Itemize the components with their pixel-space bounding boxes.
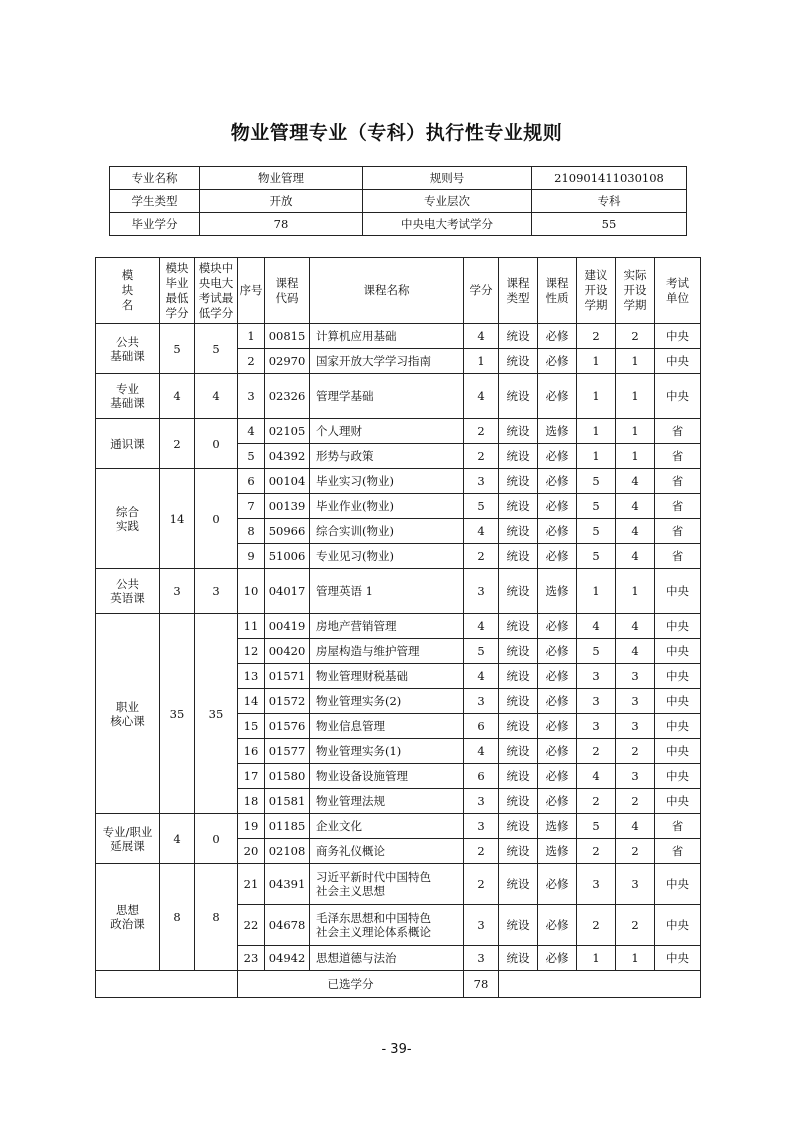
course-exam-unit: 中央 [655,349,701,374]
course-suggested-term: 2 [577,324,616,349]
course-suggested-term: 5 [577,494,616,519]
course-name: 物业管理法规 [310,789,464,814]
course-name: 综合实训(物业) [310,519,464,544]
course-code: 02970 [265,349,310,374]
course-code: 01576 [265,714,310,739]
info-label: 中央电大考试学分 [363,213,532,236]
course-exam-unit: 中央 [655,714,701,739]
course-type: 统设 [499,444,538,469]
course-exam-unit: 中央 [655,864,701,905]
table-row [96,614,701,639]
course-exam-unit: 中央 [655,374,701,419]
header-module-central-min: 模块中 央电大 考试最 低学分 [195,258,238,324]
course-seq: 13 [238,664,265,689]
course-credit: 3 [464,689,499,714]
course-actual-term: 3 [616,714,655,739]
course-exam-unit: 中央 [655,324,701,349]
course-suggested-term: 4 [577,764,616,789]
course-nature: 必修 [538,519,577,544]
course-credit: 1 [464,349,499,374]
course-type: 统设 [499,469,538,494]
course-nature: 选修 [538,839,577,864]
course-suggested-term: 1 [577,349,616,374]
course-exam-unit: 中央 [655,569,701,614]
course-type: 统设 [499,614,538,639]
module-central-min-credits: 3 [195,569,238,614]
info-value: 开放 [200,190,363,213]
module-name: 综合 实践 [96,469,160,569]
course-actual-term: 1 [616,419,655,444]
course-suggested-term: 5 [577,519,616,544]
course-suggested-term: 5 [577,814,616,839]
course-actual-term: 4 [616,639,655,664]
course-credit: 6 [464,714,499,739]
table-header-row [96,258,701,324]
table-row [96,864,701,905]
course-seq: 23 [238,946,265,971]
course-seq: 6 [238,469,265,494]
table-row [96,374,701,419]
module-min-credits: 8 [160,864,195,971]
course-seq: 17 [238,764,265,789]
course-seq: 20 [238,839,265,864]
course-credit: 2 [464,419,499,444]
course-nature: 选修 [538,569,577,614]
total-label: 已选学分 [238,971,464,998]
course-credit: 4 [464,614,499,639]
course-nature: 必修 [538,639,577,664]
course-code: 04391 [265,864,310,905]
module-central-min-credits: 0 [195,419,238,469]
header-exam-unit: 考试 单位 [655,258,701,324]
course-actual-term: 4 [616,544,655,569]
course-credit: 4 [464,374,499,419]
course-name: 个人理财 [310,419,464,444]
course-seq: 19 [238,814,265,839]
course-type: 统设 [499,494,538,519]
header-actual: 实际 开设 学期 [616,258,655,324]
info-label: 专业层次 [363,190,532,213]
course-code: 04392 [265,444,310,469]
module-name: 专业/职业 延展课 [96,814,160,864]
course-suggested-term: 1 [577,569,616,614]
course-exam-unit: 中央 [655,905,701,946]
module-min-credits: 14 [160,469,195,569]
course-name: 企业文化 [310,814,464,839]
course-actual-term: 3 [616,664,655,689]
module-name: 通识课 [96,419,160,469]
course-credit: 2 [464,864,499,905]
course-code: 04017 [265,569,310,614]
course-credit: 2 [464,444,499,469]
info-label: 规则号 [363,167,532,190]
course-actual-term: 2 [616,739,655,764]
course-exam-unit: 省 [655,839,701,864]
course-actual-term: 3 [616,689,655,714]
course-seq: 21 [238,864,265,905]
course-actual-term: 3 [616,864,655,905]
course-actual-term: 1 [616,349,655,374]
course-seq: 12 [238,639,265,664]
course-nature: 必修 [538,324,577,349]
info-value: 78 [200,213,363,236]
course-suggested-term: 1 [577,444,616,469]
course-type: 统设 [499,946,538,971]
course-code: 00139 [265,494,310,519]
course-code: 00420 [265,639,310,664]
table-row [96,324,701,349]
header-code: 课程 代码 [265,258,310,324]
course-name: 物业信息管理 [310,714,464,739]
course-suggested-term: 2 [577,739,616,764]
info-label: 学生类型 [110,190,200,213]
course-plan-table [95,257,701,998]
course-actual-term: 3 [616,764,655,789]
course-seq: 7 [238,494,265,519]
course-name: 房屋构造与维护管理 [310,639,464,664]
course-nature: 必修 [538,864,577,905]
course-actual-term: 4 [616,469,655,494]
course-nature: 必修 [538,764,577,789]
course-suggested-term: 5 [577,544,616,569]
course-code: 02108 [265,839,310,864]
course-type: 统设 [499,349,538,374]
course-actual-term: 4 [616,519,655,544]
module-min-credits: 35 [160,614,195,814]
course-exam-unit: 中央 [655,764,701,789]
course-exam-unit: 省 [655,814,701,839]
course-credit: 4 [464,519,499,544]
course-seq: 11 [238,614,265,639]
course-seq: 1 [238,324,265,349]
course-actual-term: 4 [616,494,655,519]
course-code: 04942 [265,946,310,971]
course-nature: 必修 [538,469,577,494]
course-nature: 必修 [538,664,577,689]
header-suggested: 建议 开设 学期 [577,258,616,324]
header-seq: 序号 [238,258,265,324]
course-credit: 3 [464,814,499,839]
course-name: 物业管理实务(1) [310,739,464,764]
course-suggested-term: 5 [577,639,616,664]
course-code: 00419 [265,614,310,639]
course-actual-term: 2 [616,324,655,349]
course-suggested-term: 3 [577,714,616,739]
course-exam-unit: 中央 [655,946,701,971]
course-code: 01577 [265,739,310,764]
course-code: 02105 [265,419,310,444]
info-label: 毕业学分 [110,213,200,236]
course-seq: 4 [238,419,265,444]
course-name: 物业管理财税基础 [310,664,464,689]
course-nature: 必修 [538,905,577,946]
course-nature: 必修 [538,739,577,764]
course-nature: 选修 [538,814,577,839]
course-exam-unit: 中央 [655,664,701,689]
course-nature: 选修 [538,419,577,444]
course-nature: 必修 [538,946,577,971]
course-code: 00815 [265,324,310,349]
course-suggested-term: 1 [577,419,616,444]
info-label: 专业名称 [110,167,200,190]
course-credit: 5 [464,639,499,664]
course-type: 统设 [499,419,538,444]
course-nature: 必修 [538,374,577,419]
course-seq: 18 [238,789,265,814]
table-row [96,469,701,494]
course-seq: 14 [238,689,265,714]
course-actual-term: 1 [616,569,655,614]
page-title: 物业管理专业（专科）执行性专业规则 [230,122,563,144]
course-type: 统设 [499,814,538,839]
course-type: 统设 [499,864,538,905]
header-type: 课程 类型 [499,258,538,324]
major-info-table [109,166,687,236]
course-actual-term: 1 [616,946,655,971]
course-exam-unit: 中央 [655,639,701,664]
course-type: 统设 [499,764,538,789]
course-nature: 必修 [538,349,577,374]
course-credit: 3 [464,469,499,494]
course-seq: 2 [238,349,265,374]
total-credits: 78 [464,971,499,998]
course-name: 毕业作业(物业) [310,494,464,519]
course-suggested-term: 4 [577,614,616,639]
course-seq: 9 [238,544,265,569]
course-code: 04678 [265,905,310,946]
table-row [96,419,701,444]
course-nature: 必修 [538,689,577,714]
module-name: 职业 核心课 [96,614,160,814]
course-exam-unit: 中央 [655,614,701,639]
course-type: 统设 [499,324,538,349]
module-min-credits: 4 [160,814,195,864]
course-nature: 必修 [538,494,577,519]
course-type: 统设 [499,905,538,946]
course-exam-unit: 省 [655,494,701,519]
course-code: 01581 [265,789,310,814]
course-type: 统设 [499,839,538,864]
course-name: 物业管理实务(2) [310,689,464,714]
module-central-min-credits: 8 [195,864,238,971]
course-name: 房地产营销管理 [310,614,464,639]
course-suggested-term: 1 [577,374,616,419]
course-nature: 必修 [538,714,577,739]
module-name: 专业 基础课 [96,374,160,419]
course-name: 习近平新时代中国特色 社会主义思想 [310,864,464,905]
module-min-credits: 4 [160,374,195,419]
header-name: 课程名称 [310,258,464,324]
course-credit: 5 [464,494,499,519]
course-exam-unit: 省 [655,444,701,469]
module-name: 公共 基础课 [96,324,160,374]
header-module: 模 块 名 [96,258,160,324]
page-number: - 39- [381,1042,412,1057]
course-suggested-term: 5 [577,469,616,494]
course-credit: 4 [464,739,499,764]
course-suggested-term: 3 [577,864,616,905]
course-type: 统设 [499,374,538,419]
course-seq: 22 [238,905,265,946]
course-suggested-term: 2 [577,789,616,814]
module-min-credits: 5 [160,324,195,374]
course-type: 统设 [499,519,538,544]
course-seq: 10 [238,569,265,614]
course-exam-unit: 中央 [655,789,701,814]
course-exam-unit: 省 [655,544,701,569]
course-type: 统设 [499,789,538,814]
course-name: 计算机应用基础 [310,324,464,349]
course-name: 商务礼仪概论 [310,839,464,864]
course-name: 形势与政策 [310,444,464,469]
course-type: 统设 [499,739,538,764]
course-code: 00104 [265,469,310,494]
course-seq: 3 [238,374,265,419]
info-value: 55 [532,213,687,236]
course-actual-term: 2 [616,839,655,864]
header-module-min: 模块 毕业 最低 学分 [160,258,195,324]
course-code: 51006 [265,544,310,569]
course-credit: 4 [464,664,499,689]
module-name: 公共 英语课 [96,569,160,614]
course-suggested-term: 2 [577,905,616,946]
course-name: 物业设备设施管理 [310,764,464,789]
course-credit: 3 [464,569,499,614]
course-seq: 15 [238,714,265,739]
module-name: 思想 政治课 [96,864,160,971]
course-nature: 必修 [538,789,577,814]
course-code: 01572 [265,689,310,714]
table-row [96,569,701,614]
course-suggested-term: 3 [577,664,616,689]
course-actual-term: 1 [616,374,655,419]
course-actual-term: 2 [616,905,655,946]
course-type: 统设 [499,639,538,664]
course-seq: 16 [238,739,265,764]
course-seq: 5 [238,444,265,469]
course-exam-unit: 省 [655,469,701,494]
module-min-credits: 3 [160,569,195,614]
table-row [96,814,701,839]
course-actual-term: 1 [616,444,655,469]
course-actual-term: 2 [616,789,655,814]
course-exam-unit: 省 [655,419,701,444]
info-value: 物业管理 [200,167,363,190]
course-code: 01185 [265,814,310,839]
course-seq: 8 [238,519,265,544]
course-type: 统设 [499,569,538,614]
module-central-min-credits: 5 [195,324,238,374]
course-type: 统设 [499,544,538,569]
module-central-min-credits: 0 [195,469,238,569]
course-exam-unit: 中央 [655,739,701,764]
course-type: 统设 [499,664,538,689]
course-credit: 2 [464,544,499,569]
module-central-min-credits: 4 [195,374,238,419]
course-suggested-term: 3 [577,689,616,714]
module-central-min-credits: 35 [195,614,238,814]
course-name: 国家开放大学学习指南 [310,349,464,374]
course-credit: 3 [464,789,499,814]
module-min-credits: 2 [160,419,195,469]
header-credit: 学分 [464,258,499,324]
course-code: 50966 [265,519,310,544]
course-name: 思想道德与法治 [310,946,464,971]
course-suggested-term: 1 [577,946,616,971]
course-code: 01571 [265,664,310,689]
course-type: 统设 [499,714,538,739]
course-credit: 3 [464,946,499,971]
course-suggested-term: 2 [577,839,616,864]
course-nature: 必修 [538,544,577,569]
course-name: 管理学基础 [310,374,464,419]
course-type: 统设 [499,689,538,714]
info-value: 专科 [532,190,687,213]
course-credit: 2 [464,839,499,864]
module-central-min-credits: 0 [195,814,238,864]
course-exam-unit: 中央 [655,689,701,714]
course-exam-unit: 省 [655,519,701,544]
course-name: 管理英语 1 [310,569,464,614]
course-credit: 4 [464,324,499,349]
total-blank-cell [499,971,701,998]
header-nature: 课程 性质 [538,258,577,324]
course-name: 毕业实习(物业) [310,469,464,494]
course-credit: 6 [464,764,499,789]
course-nature: 必修 [538,444,577,469]
course-credit: 3 [464,905,499,946]
total-blank-cell [96,971,238,998]
course-name: 毛泽东思想和中国特色 社会主义理论体系概论 [310,905,464,946]
course-code: 01580 [265,764,310,789]
info-value: 210901411030108 [532,167,687,190]
course-nature: 必修 [538,614,577,639]
course-name: 专业见习(物业) [310,544,464,569]
total-row [96,971,701,998]
course-actual-term: 4 [616,814,655,839]
course-code: 02326 [265,374,310,419]
course-actual-term: 4 [616,614,655,639]
